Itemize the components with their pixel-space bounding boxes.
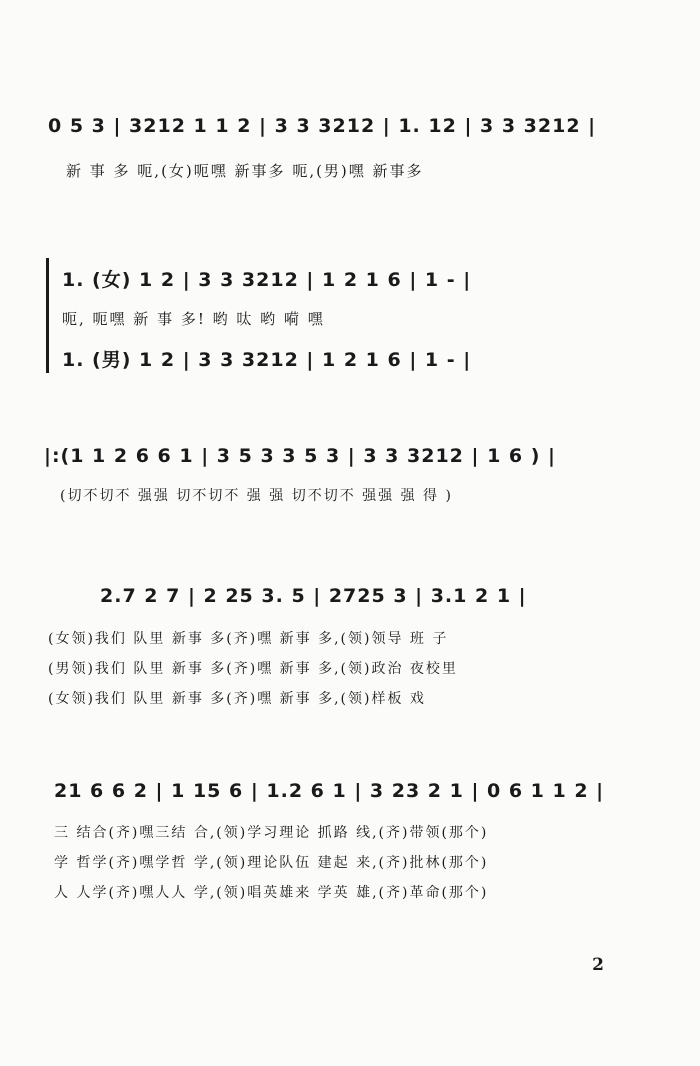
system3-notes: |:(1 1 2 6 6 1 | 3 5 3 3 5 3 | 3 3 3212 | 1 6 ) | xyxy=(44,445,556,467)
system5-verse1: 三 结合(齐)嘿三结 合,(领)学习理论 抓路 线,(齐)带领(那个) xyxy=(54,825,489,841)
page-number: 2 xyxy=(592,955,604,975)
system2-notes-lower: 1. (男) 1 2 | 3 3 3212 | 1 2 1 6 | 1 - | xyxy=(62,349,472,371)
system2-notes-upper: 1. (女) 1 2 | 3 3 3212 | 1 2 1 6 | 1 - | xyxy=(62,269,472,291)
system1-notes: 0 5 3 | 3212 1 1 2 | 3 3 3212 | 1. 12 | 3 3 3212 | xyxy=(48,115,597,137)
system2-bracket xyxy=(46,258,49,373)
system5-notes: 21 6 6 2 | 1 15 6 | 1.2 6 1 | 3 23 2 1 | 0 6 1 1 2 | xyxy=(54,780,605,802)
system4-verse1: (女领)我们 队里 新事 多(齐)嘿 新事 多,(领)领导 班 子 xyxy=(48,631,449,647)
system4-notes: 2.7 2 7 | 2 25 3. 5 | 2725 3 | 3.1 2 1 | xyxy=(100,585,527,607)
system5-verse3: 人 人学(齐)嘿人人 学,(领)唱英雄来 学英 雄,(齐)革命(那个) xyxy=(54,885,489,901)
system3-lyrics: (切不切不 强强 切不切不 强 强 切不切不 强强 强 得 ) xyxy=(60,488,453,504)
system4-verse3: (女领)我们 队里 新事 多(齐)嘿 新事 多,(领)样板 戏 xyxy=(48,691,426,707)
system4-verse2: (男领)我们 队里 新事 多(齐)嘿 新事 多,(领)政治 夜校里 xyxy=(48,661,458,677)
system1-lyrics: 新 事 多 呃,(女)呃嘿 新事多 呃,(男)嘿 新事多 xyxy=(66,162,424,180)
system2-lyrics: 呃, 呃嘿 新 事 多! 哟 呔 哟 嗬 嘿 xyxy=(62,310,325,328)
system5-verse2: 学 哲学(齐)嘿学哲 学,(领)理论队伍 建起 来,(齐)批林(那个) xyxy=(54,855,489,871)
